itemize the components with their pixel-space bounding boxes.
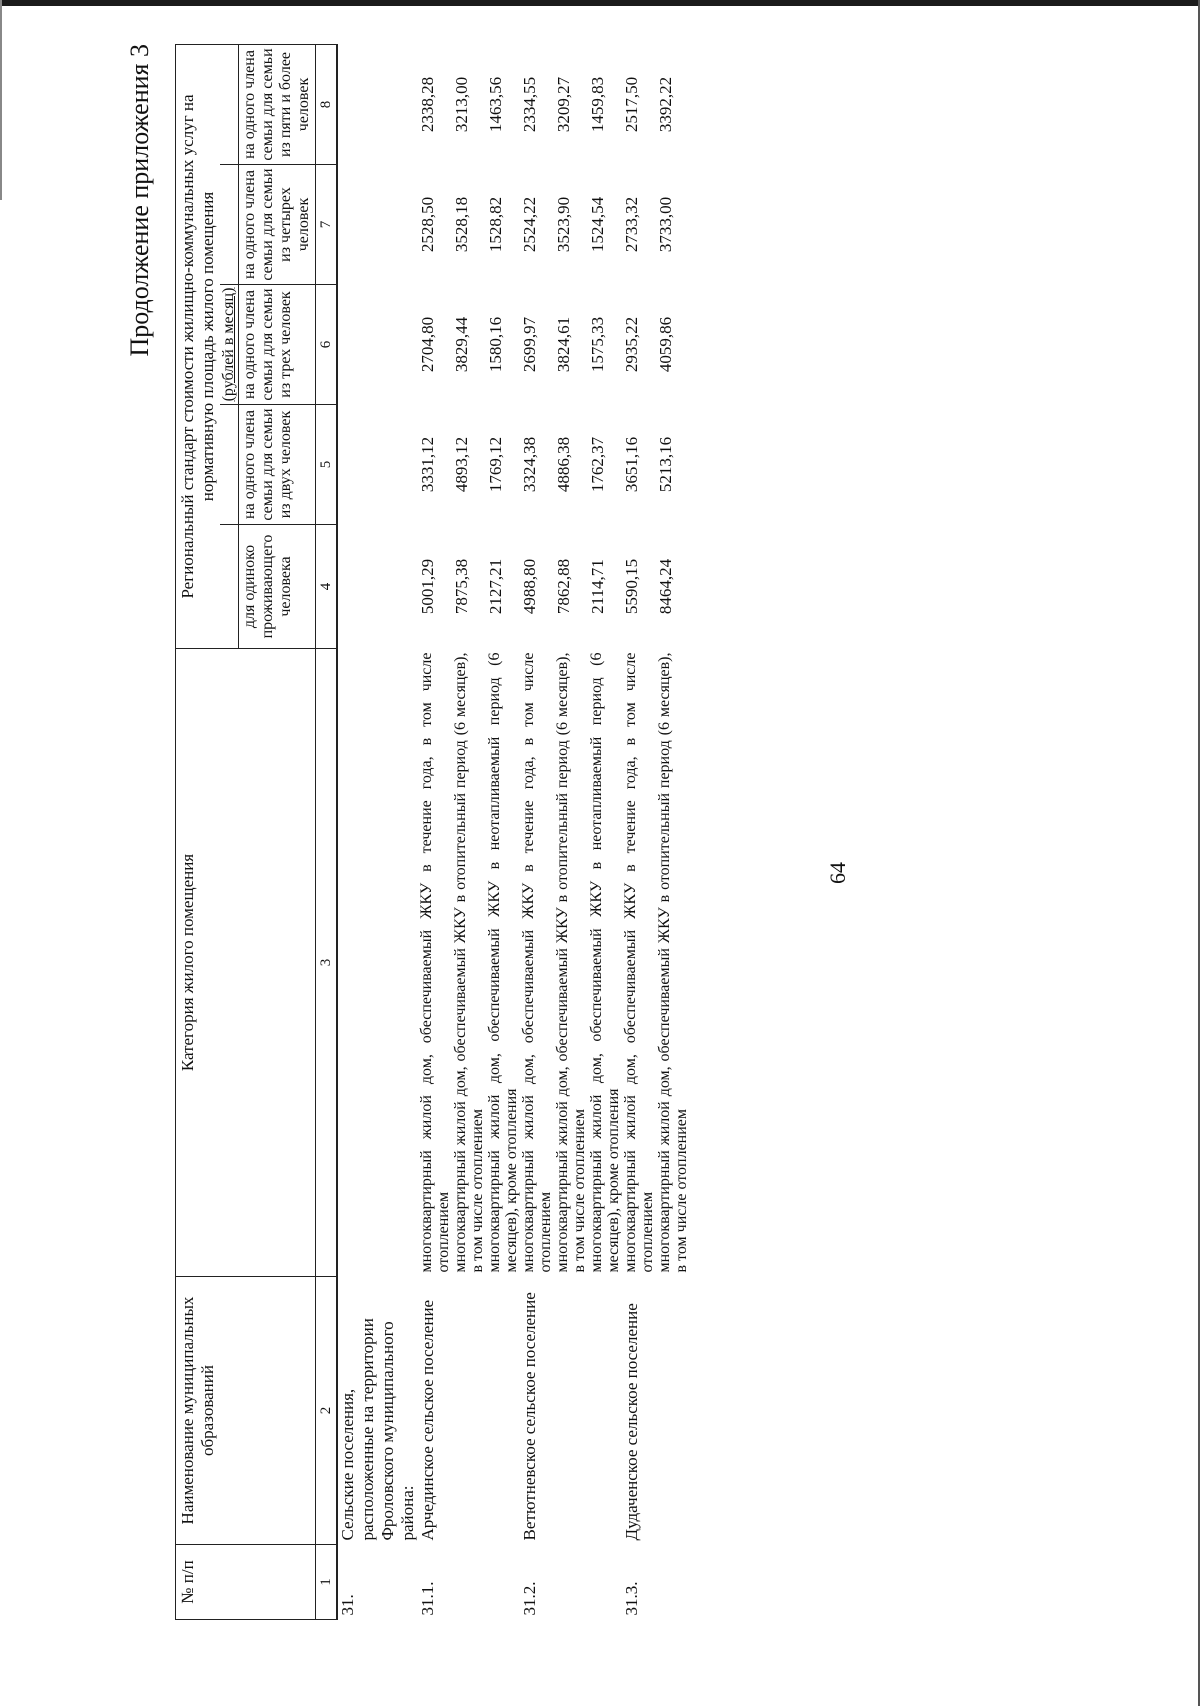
row-number	[656, 1545, 690, 1620]
value-family-4: 3733,00	[656, 196, 675, 253]
value-family-2: 4886,38	[554, 436, 573, 493]
value-family-4: 3523,90	[554, 196, 573, 253]
column-number: 8	[316, 44, 338, 164]
row-number	[452, 1545, 486, 1620]
value-family-4: 2733,32	[622, 196, 641, 253]
housing-category: многоквартирный жилой дом, обеспечиваемый ЖКУ в отопительный период (6 месяцев), в том числе отоплением	[656, 652, 690, 1273]
table-row	[486, 44, 520, 1619]
table-row	[452, 44, 486, 1619]
table-row	[418, 44, 452, 1619]
value-family-2: 1762,37	[588, 436, 607, 493]
value-single: 5001,29	[418, 558, 437, 615]
municipality-name	[554, 1277, 588, 1545]
row-number	[554, 1545, 588, 1620]
value-family-2: 4893,12	[452, 436, 471, 493]
value-family-3: 3829,44	[452, 316, 471, 373]
appendix-heading: Продолжение приложения 3	[125, 44, 154, 357]
header-category: Категория жилого помещения	[176, 649, 316, 1277]
value-family-4: 3528,18	[452, 196, 471, 253]
value-family-5-plus: 3213,00	[452, 76, 471, 133]
header-family-5-plus: на одного члена семьи для семьи из пяти и более человек	[239, 44, 316, 164]
value-family-4: 1528,82	[486, 196, 505, 253]
value-family-2: 3651,16	[622, 436, 641, 493]
header-single: для одиноко проживающего человека	[239, 525, 316, 649]
value-family-3: 2699,97	[520, 316, 539, 373]
header-municipality: Наименование муниципальных образований	[176, 1277, 316, 1545]
housing-cost-table	[175, 44, 690, 1620]
column-number: 4	[316, 525, 338, 649]
municipality-name: Дудаченское сельское поселение	[622, 1303, 641, 1541]
municipality-name: Арчединское сельское поселение	[418, 1299, 437, 1541]
municipality-name	[656, 1277, 690, 1545]
column-number: 2	[316, 1277, 338, 1545]
value-single: 8464,24	[656, 558, 675, 615]
table-row	[554, 44, 588, 1619]
header-family-4: на одного члена семьи для семьи из четырех человек	[239, 165, 316, 285]
value-family-5-plus: 3209,27	[554, 76, 573, 133]
header-family-2: на одного члена семьи для семьи из двух человек	[239, 405, 316, 525]
header-num: № п/п	[176, 1545, 316, 1620]
housing-category: многоквартирный жилой дом, обеспечиваемый ЖКУ в отопительный период (6 месяцев), в том числе отоплением	[452, 652, 486, 1273]
header-regional-standard: Региональный стандарт стоимости жилищно-коммунальных услуг на нормативную площадь жилого помещения	[176, 44, 221, 648]
value-single: 7862,88	[554, 558, 573, 615]
page-number: 64	[825, 862, 850, 884]
row-number	[486, 1545, 520, 1620]
housing-category: многоквартирный жилой дом, обеспечиваемый ЖКУ в неотапливаемый период (6 месяцев), кроме отопления	[588, 652, 622, 1273]
value-single: 2127,21	[486, 558, 505, 615]
value-family-2: 3331,12	[418, 436, 437, 493]
housing-category: многоквартирный жилой дом, обеспечиваемый ЖКУ в течение года, в том числе отоплением	[622, 652, 656, 1273]
value-single: 5590,15	[622, 558, 641, 615]
housing-category: многоквартирный жилой дом, обеспечиваемый ЖКУ в течение года, в том числе отоплением	[418, 652, 452, 1273]
row-number: 31.2.	[520, 1581, 539, 1616]
row-number: 31.3.	[622, 1581, 641, 1616]
column-number: 7	[316, 165, 338, 285]
value-family-5-plus: 1463,56	[486, 76, 505, 133]
header-family-3: на одного члена семьи для семьи из трех человек	[239, 285, 316, 405]
value-family-3: 1575,33	[588, 316, 607, 373]
value-family-2: 1769,12	[486, 436, 505, 493]
table-row-group	[337, 44, 418, 1619]
municipality-name	[588, 1277, 622, 1545]
row-number	[588, 1545, 622, 1620]
group-title-text: Сельские поселения, расположенные на территории Фроловского муниципального района:	[338, 1318, 417, 1541]
municipality-name	[486, 1277, 520, 1545]
column-number: 1	[316, 1545, 338, 1620]
value-family-3: 2704,80	[418, 316, 437, 373]
value-family-4: 2524,22	[520, 196, 539, 253]
table-row	[656, 44, 690, 1619]
table-row	[520, 44, 554, 1619]
value-family-3: 4059,86	[656, 316, 675, 373]
value-family-5-plus: 3392,22	[656, 76, 675, 133]
row-number: 31.1.	[418, 1581, 437, 1616]
value-family-5-plus: 2334,55	[520, 76, 539, 133]
table-row	[622, 44, 656, 1619]
row-number: 31.	[338, 1594, 357, 1616]
value-family-5-plus: 2517,50	[622, 76, 641, 133]
value-family-3: 1580,16	[486, 316, 505, 373]
value-family-2: 3324,38	[520, 436, 539, 493]
value-family-4: 1524,54	[588, 196, 607, 253]
municipality-name	[452, 1277, 486, 1545]
value-family-4: 2528,50	[418, 196, 437, 253]
housing-category: многоквартирный жилой дом, обеспечиваемый ЖКУ в неотапливаемый период (6 месяцев), кроме отопления	[486, 652, 520, 1273]
value-family-5-plus: 2338,28	[418, 76, 437, 133]
header-unit: (рублей в месяц)	[220, 285, 239, 405]
value-single: 7875,38	[452, 558, 471, 615]
group-title	[337, 649, 418, 1545]
value-single: 4988,80	[520, 558, 539, 615]
table-row	[588, 44, 622, 1619]
column-number: 6	[316, 285, 338, 405]
column-number: 5	[316, 405, 338, 525]
value-family-3: 2935,22	[622, 316, 641, 373]
column-number: 3	[316, 649, 338, 1277]
value-family-5-plus: 1459,83	[588, 76, 607, 133]
housing-category: многоквартирный жилой дом, обеспечиваемый ЖКУ в отопительный период (6 месяцев), в том числе отоплением	[554, 652, 588, 1273]
housing-category: многоквартирный жилой дом, обеспечиваемый ЖКУ в течение года, в том числе отоплением	[520, 652, 554, 1273]
municipality-name: Ветютневское сельское поселение	[520, 1292, 539, 1541]
value-family-3: 3824,61	[554, 316, 573, 373]
value-family-2: 5213,16	[656, 436, 675, 493]
value-single: 2114,71	[588, 559, 607, 614]
